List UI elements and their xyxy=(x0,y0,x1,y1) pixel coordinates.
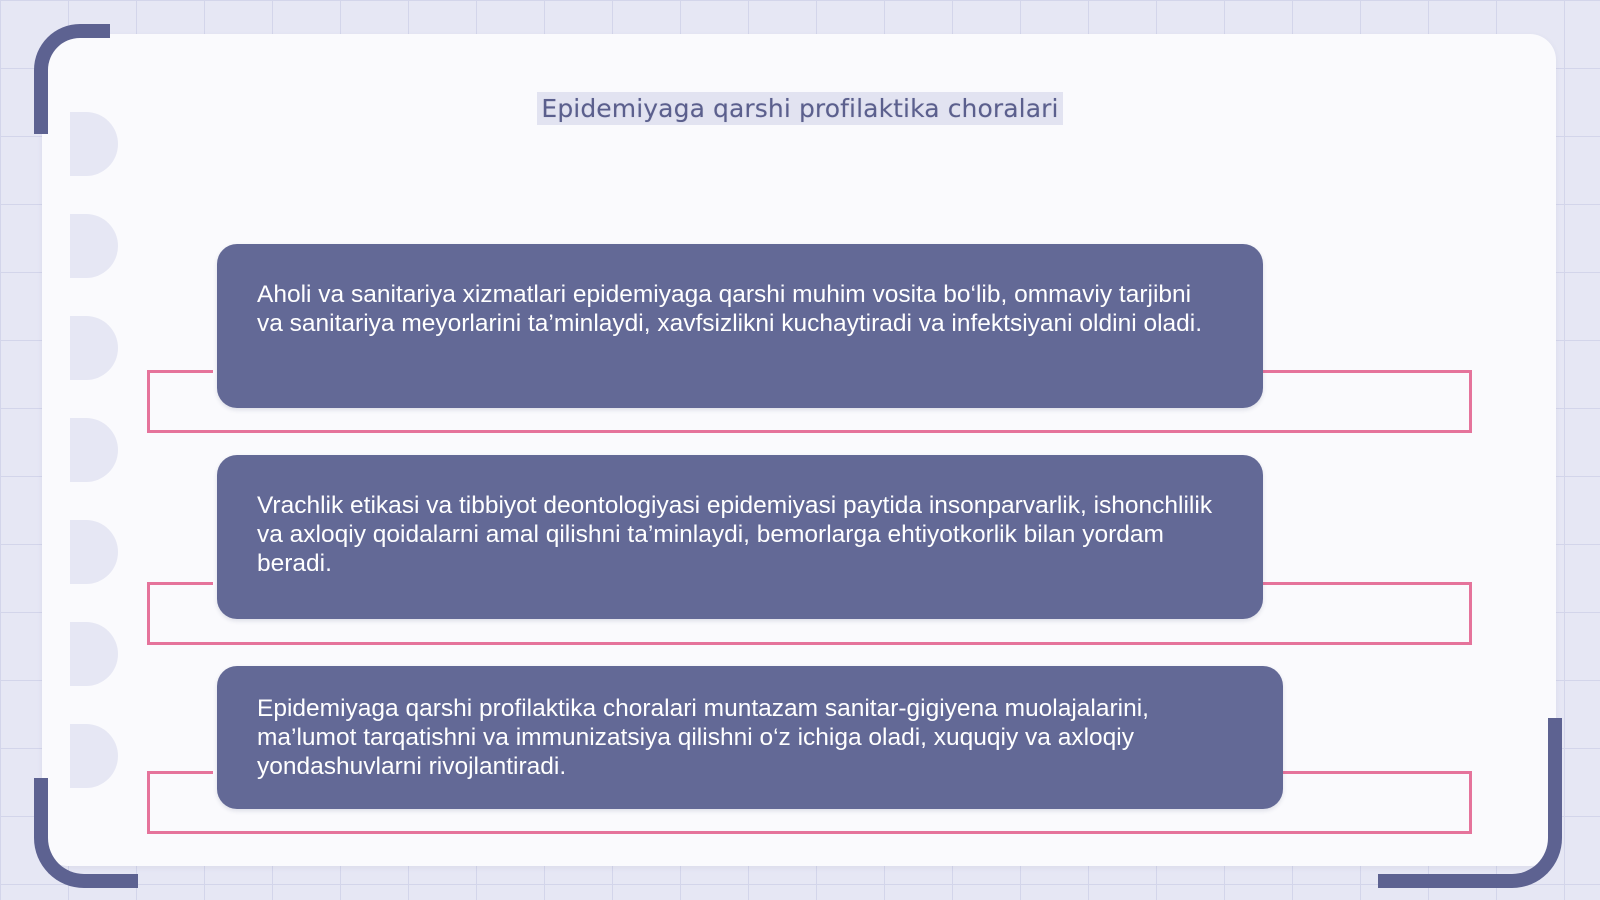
corner-bracket-bottom-left xyxy=(34,778,138,888)
info-card-1 xyxy=(217,244,1263,408)
frame-top-right-segment xyxy=(1262,582,1472,585)
page-edge-notch xyxy=(70,418,118,482)
page-edge-notch xyxy=(70,316,118,380)
info-card-text: Vrachlik etikasi va tibbiyot deontologiyasi epidemiyasi paytida insonparvarlik, ishonchlilik va axloqiy qoidalarni amal qilishni ta’minlaydi, bemorlarga ehtiyotkorlik bilan yordam beradi. xyxy=(257,492,1213,577)
info-card-3 xyxy=(217,666,1283,809)
frame-top-right-segment xyxy=(1262,370,1472,373)
info-card-text: Aholi va sanitariya xizmatlari epidemiyaga qarshi muhim vosita bo‘lib, ommaviy tarjibni va sanitariya meyorlarini ta’minlaydi, xavfsizlikni kuchaytiradi va infektsiyani oldini oladi. xyxy=(257,281,1203,337)
slide-title xyxy=(0,94,1600,123)
page-edge-notch xyxy=(70,622,118,686)
info-card-text: Epidemiyaga qarshi profilaktika choralari muntazam sanitar-gigiyena muolajalarini, ma’lumot tarqatishni va immunizatsiya qilishni o‘z ichiga oladi, xuquqiy va axloqiy yondashuvlarni rivojlantiradi. xyxy=(257,695,1149,780)
frame-top-left-segment xyxy=(147,582,213,585)
frame-top-left-segment xyxy=(147,370,213,373)
page-edge-notch xyxy=(70,214,118,278)
frame-top-left-segment xyxy=(147,771,213,774)
slide-title-text: Epidemiyaga qarshi profilaktika choralari xyxy=(537,92,1062,125)
page-edge-notch xyxy=(70,520,118,584)
info-card-2 xyxy=(217,455,1263,619)
frame-top-right-segment xyxy=(1262,771,1472,774)
